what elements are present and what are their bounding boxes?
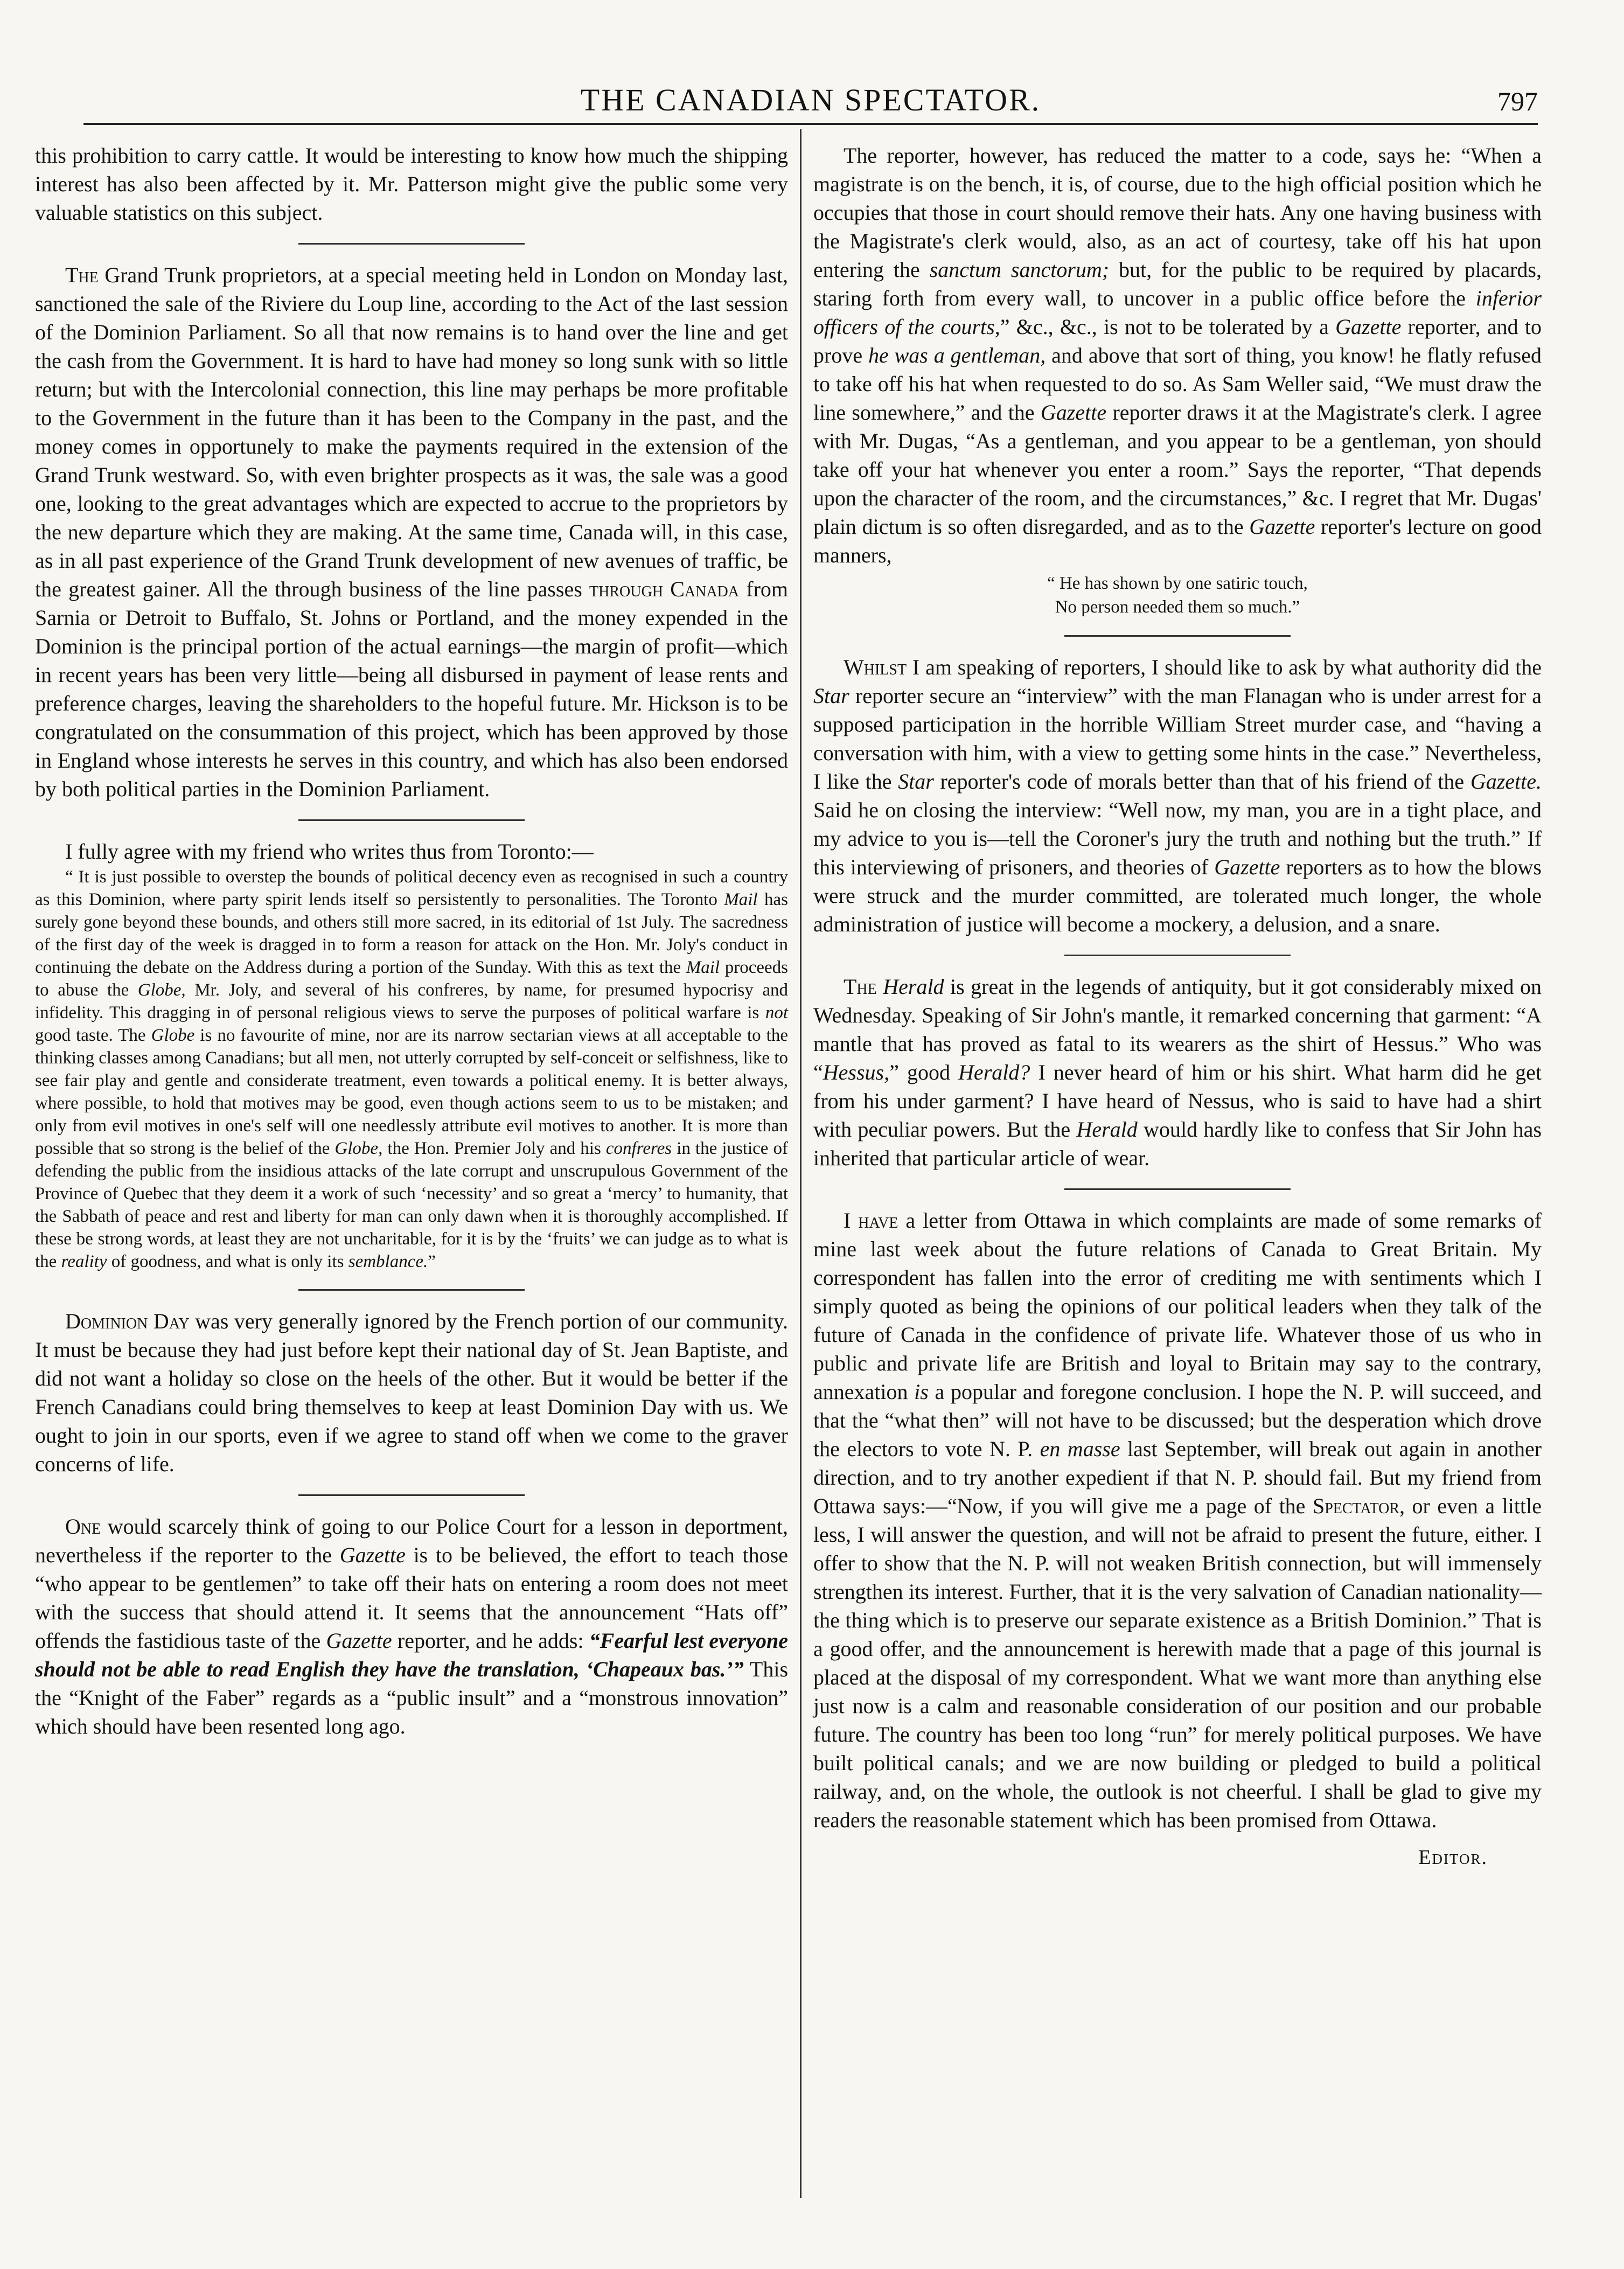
editor-signature: Editor. — [1418, 1846, 1488, 1869]
masthead-title: THE CANADIAN SPECTATOR. — [580, 82, 1041, 117]
section-separator — [1064, 955, 1291, 956]
quoted-letter: “ It is just possible to overstep the bounds of political decency even as recognised in such a country as this Dominion, where party spirit lends itself so persistently to personalities. The Toronto Mail has surely gone beyond these bounds, and others still more sacred, in its editorial of 1st July. The sacredness of the first day of the week is dragged in to form a reason for attack on the Hon. Mr. Joly's conduct in continuing the debate on the Address during a portion of the Sunday. With this as text the Mail proceeds to abuse the Globe, Mr. Joly, and several of his confreres, by name, for presumed hypocrisy and infidelity. This dragging in of personal religious views to serve the purposes of political warfare is not good taste. The Globe is no favourite of mine, nor are its narrow sectarian views at all acceptable to the thinking classes among Canadians; but all men, not utterly corrupted by self-conceit or selfishness, like to see fair play and gentle and considerate treatment, even towards a political enemy. It is better always, where possible, to hold that motives may be good, even though actions seem to us to be mistaken; and only from evil motives in one's self will one needlessly attribute evil motives to another. It is more than possible that so strong is the belief of the Globe, the Hon. Premier Joly and his confreres in the justice of defending the public from the insidious attacks of the late corrupt and unscrupulous Government of the Province of Quebec that they deem it a work of such ‘necessity’ and so great a ‘mercy’ to humanity, that the Sabbath of peace and rest and liberty for man can only dawn when it is thoroughly accomplished. If these be strong words, at least they are not uncharitable, for it is by the ‘fruits’ we can judge as to what is the reality of goodness, and what is only its semblance.” — [35, 867, 789, 1271]
section-separator — [298, 1289, 525, 1291]
small-caps-text: through Canada — [589, 577, 739, 601]
header-rule — [83, 123, 1538, 125]
verse-line: No person needed them so much.” — [1055, 597, 1300, 617]
section-separator — [1064, 1188, 1291, 1190]
left-column — [35, 141, 788, 1741]
paragraph-dominion-day: Dominion Day was very generally ignored by the French portion of our community. It must be because they had just before kept their national day of St. Jean Baptiste, and did not want a holiday so close on the heels of the other. But it would be better if the French Canadians could bring themselves to keep at least Dominion Day with us. We ought to join in our sports, even if we agree to stand off when we come to the graver concerns of life. — [35, 1309, 789, 1476]
paragraph-toronto-intro: I fully agree with my friend who writes thus from Toronto:— — [65, 839, 594, 864]
lead-words: The — [65, 263, 99, 287]
paragraph-reporter-code: The reporter, however, has reduced the matter to a code, says he: “When a magistrate is on the bench, it is, of course, due to the high official position which he occupies that those in court should remove their hats. Any one having business with the Magistrate's clerk would, also, as an act of courtesy, take off his hat upon entering the sanctum sanctorum; but, for the public to be required by placards, staring forth from every wall, to uncover in a public office before the inferior officers of the courts,” &c., &c., is not to be tolerated by a Gazette reporter, and to prove he was a gentleman, and above that sort of thing, you know! he flatly refused to take off his hat when requested to do so. As Sam Weller said, “We must draw the line somewhere,” and the Gazette reporter draws it at the Magistrate's clerk. I agree with Mr. Dugas, “As a gentleman, and you appear to be a gentleman, yon should take off your hat whenever you enter a room.” Says the reporter, “That depends upon the character of the room, and the circumstances,” &c. I regret that Mr. Dugas' plain dictum is so often disregarded, and as to the Gazette reporter's lecture on good manners, — [813, 143, 1542, 567]
section-separator — [298, 819, 525, 821]
paragraph-police-court: One would scarcely think of going to our Police Court for a lesson in deportment, nevertheless if the reporter to the Gazette is to be believed, the effort to teach those “who appear to be gentlemen” to take off their hats on entering a room does not meet with the success that should attend it. It seems that the announcement “Hats off” offends the fastidious taste of the Gazette reporter, and he adds: “Fearful lest everyone should not be able to read English they have the translation, ‘Chapeaux bas.’” This the “Knight of the Faber” regards as a “public insult” and a “monstrous innovation” which should have been resented long ago. — [35, 1514, 789, 1738]
verse-line: “ He has shown by one satiric touch, — [1047, 574, 1308, 593]
page-number: 797 — [1497, 86, 1538, 116]
paragraph-grand-trunk: The Grand Trunk proprietors, at a special meeting held in London on Monday last, sanctioned the sale of the Riviere du Loup line, according to the Act of the last session of the Dominion Parliament. So all that now remains is to hand over the line and get the cash from the Government. It is hard to have had money so long sunk with so little return; but with the Intercolonial connection, this line may perhaps be more profitable to the Government in the future than it has been to the Company in the past, and the money comes in opportunely to make the payments required in the extension of the Grand Trunk westward. So, with even brighter prospects as it was, the sale was a good one, looking to the great advantages which are expected to accrue to the proprietors by the new departure which they are making. At the same time, Canada will, in this case, as in all past experience of the Grand Trunk development of new avenues of traffic, be the greatest gainer. All the through business of the line passes through Canada from Sarnia or Detroit to Buffalo, St. Johns or Portland, and the money expended in the Dominion is the principal portion of the actual earnings—the margin of profit—which in recent years has been very little—being all disbursed in payment of lease rents and preference charges, leaving the shareholders to the hopeful future. Mr. Hickson is to be congratulated on the consummation of this project, which has been approved by those in England whose interests he serves in this country, and which has also been endorsed by both political parties in the Dominion Parliament. — [35, 263, 789, 801]
paragraph-cattle-continued: this prohibition to carry cattle. It would be interesting to know how much the shipping interest has also been affected by it. Mr. Patterson might give the public some very valuable statistics on this subject. — [35, 143, 788, 225]
paragraph-ottawa-letter: I have a letter from Ottawa in which complaints are made of some remarks of mine last week about the future relations of Canada to Great Britain. My correspondent has fallen into the error of crediting me with sentiments which I simply quoted as being the opinions of our political leaders when they talk of the future of Canada in the confidence of private life. Whatever those of us who in public and private life are British and loyal to Britain may say to the contrary, annexation is a popular and foregone conclusion. I hope the N. P. will succeed, and that the “what then” will not have to be discussed; but the desperation which drove the electors to vote N. P. en masse last September, will break out again in another direction, and to try another expedient if that N. P. should fail. But my friend from Ottawa says:—“Now, if you will give me a page of the Spectator, or even a little less, I will answer the question, and will not be afraid to present the future, either. I offer to show that the N. P. will not weaken British connection, but will immensely strengthen its interest. Further, that it is the very salvation of Canadian nationality—the thing which is to preserve our separate existence as a British Dominion.” That is a good offer, and the announcement is herewith made that a page of this journal is placed at the disposal of my correspondent. What we want more than anything else just now is a calm and reasonable consideration of our position and our probable future. The country has been too long “run” for merely political purposes. We have built political canals; and we are now building or pledged to build a political railway, and, on the whole, the outlook is not cheerful. I shall be glad to give my readers the reasonable statement which has been promised from Ottawa. — [813, 1208, 1542, 1832]
paragraph-herald: The Herald is great in the legends of antiquity, but it got considerably mixed on Wednesday. Speaking of Sir John's mantle, it remarked concerning that garment: “A mantle that has proved as fatal to its wearers as the shirt of Hessus.” Who was “Hessus,” good Herald? I never heard of him or his shirt. What harm did he get from his under garment? I have heard of Nessus, who is said to have had a shirt with peculiar powers. But the Herald would hardly like to confess that Sir John has inherited that particular article of wear. — [813, 975, 1542, 1170]
right-column — [813, 141, 1542, 1871]
section-separator — [298, 1494, 525, 1496]
lead-words: The — [844, 975, 877, 999]
paragraph-star-reporter: Whilst I am speaking of reporters, I should like to ask by what authority did the Star reporter secure an “interview” with the man Flanagan who is under arrest for a supposed participation in the horrible William Street murder case, and “having a conversation with him, with a view to getting some hints in the case.” Nevertheless, I like the Star reporter's code of morals better than that of his friend of the Gazette. Said he on closing the interview: “Well now, my man, you are in a tight place, and my advice to you is—tell the Coroner's jury the truth and nothing but the truth.” If this interviewing of prisoners, and theories of Gazette reporters as to how the blows were struck and the murder committed, are tolerated much longer, the whole administration of justice will become a mockery, a delusion, and a snare. — [813, 655, 1542, 936]
lead-words: Dominion Day — [65, 1309, 190, 1333]
section-separator — [1064, 635, 1291, 637]
lead-words: Whilst — [844, 655, 907, 679]
lead-words: One — [65, 1514, 101, 1539]
page-header — [83, 81, 1538, 124]
column-divider — [800, 129, 801, 2198]
lead-words: I have — [844, 1208, 898, 1233]
section-separator — [298, 243, 525, 245]
